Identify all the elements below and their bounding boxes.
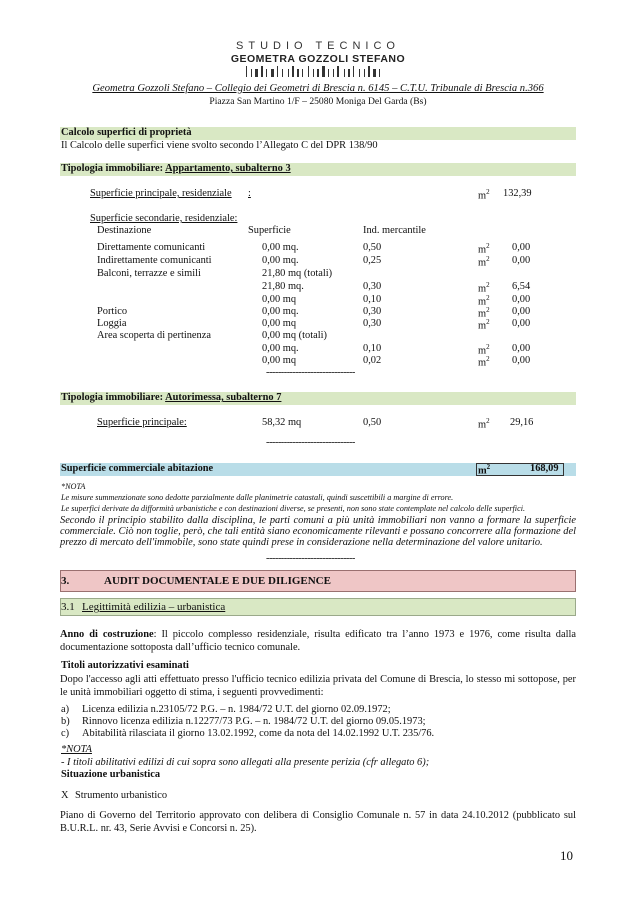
row-ind-mercantile: 0,30 <box>363 318 382 329</box>
sup-secondarie-label: Superficie secondarie, residenziale: <box>90 213 238 224</box>
strumento-label: Strumento urbanistico <box>75 790 168 801</box>
unit-sup: 2 <box>486 463 491 471</box>
tipologia2-heading <box>61 392 281 403</box>
studio-name: GEOMETRA GOZZOLI STEFANO <box>230 53 406 65</box>
commerciale-value: 168,09 <box>530 463 559 474</box>
list-marker: c) <box>61 728 70 739</box>
list-item: Abitabilità rilasciata il giorno 13.02.1992, come da nota del 14.02.1992 U.T. 235/76. <box>82 728 435 739</box>
unit-sup: 2 <box>486 355 490 363</box>
unit-m: m <box>478 257 487 269</box>
titoli-heading: Titoli autorizzativi esaminati <box>61 660 189 671</box>
anno-label: Anno di costruzione <box>60 629 154 640</box>
unit-m: m <box>478 419 487 431</box>
nota2-text: - I titoli abilitativi edilizi di cui sopra sono allegati alla presente perizia (cfr allegato 6); <box>61 757 430 768</box>
unit-sup: 2 <box>486 242 490 250</box>
list-item: Licenza edilizia n.23105/72 P.G. – n. 1984/72 U.T. del giorno 02.09.1972; <box>82 704 391 715</box>
row-ind-mercantile: 0,10 <box>363 343 382 354</box>
unit-m: m <box>478 357 487 369</box>
list-marker: a) <box>61 704 70 715</box>
autorimessa-label: Superficie principale: <box>97 417 187 428</box>
anno-costruzione-paragraph <box>60 628 576 654</box>
strumento-marker: X <box>61 790 69 801</box>
autorimessa-ind: 0,50 <box>363 417 382 428</box>
unit-m: m <box>478 190 487 202</box>
row-value: 0,00 <box>512 294 531 305</box>
unit-sup: 2 <box>486 294 490 302</box>
row-superficie: 0,00 mq (totali) <box>262 330 327 341</box>
row-destinazione: Loggia <box>97 318 127 329</box>
row-ind-mercantile: 0,02 <box>363 355 382 366</box>
row-value: 0,00 <box>512 343 531 354</box>
row-destinazione: Portico <box>97 306 128 317</box>
row-value: 6,54 <box>512 281 531 292</box>
unit-sup: 2 <box>486 306 490 314</box>
row-superficie: 0,00 mq <box>262 294 297 305</box>
row-superficie: 0,00 mq. <box>262 306 299 317</box>
nota1-line3: Secondo il principio stabilito dalla disciplina, le parti comuni a più unità immobiliari non vanno a formare la superficie commerciale. Ciò non toglie, però, che tali entità siano economicamente rilevanti e possano concorrere alla formazione del prezzo di mercato dell'immobile, sono state quindi prese in considerazione nella determinazione del valore unitario. <box>60 515 576 548</box>
row-ind-mercantile: 0,30 <box>363 306 382 317</box>
row-destinazione: Area scoperta di pertinenza <box>97 330 211 341</box>
unit-m: m <box>478 308 487 320</box>
page-number: 10 <box>560 848 573 863</box>
header-address: Piazza San Martino 1/F – 25080 Moniga Del Garda (Bs) <box>209 96 427 107</box>
sup-principale-value: 132,39 <box>503 188 532 199</box>
row-superficie: 0,00 mq <box>262 355 297 366</box>
dashes-1: ------------------------------ <box>266 367 355 378</box>
unit-m: m <box>478 283 487 295</box>
row-destinazione: Direttamente comunicanti <box>97 242 206 253</box>
row-unit <box>478 318 490 331</box>
autorimessa-unit <box>478 417 490 430</box>
unit-m: m <box>478 345 487 357</box>
unit-sup: 2 <box>486 318 490 326</box>
row-ind-mercantile: 0,30 <box>363 281 382 292</box>
row-superficie: 0,00 mq <box>262 318 297 329</box>
unit-m: m <box>478 320 487 332</box>
row-unit <box>478 242 490 255</box>
unit-sup: 2 <box>486 255 490 263</box>
section31-number: 3.1 <box>61 601 75 613</box>
row-value: 0,00 <box>512 318 531 329</box>
row-superficie: 0,00 mq. <box>262 343 299 354</box>
dashes-2: ------------------------------ <box>266 437 355 448</box>
situazione-heading: Situazione urbanistica <box>61 769 161 780</box>
row-value: 0,00 <box>512 306 531 317</box>
row-ind-mercantile: 0,10 <box>363 294 382 305</box>
unit-m: m <box>478 465 487 477</box>
piano-text: Piano di Governo del Territorio approvato con delibera di Consiglio Comunale n. 57 in data 24.10.2012 (pubblicato sul B.U.R.L. nr. 43, Serie Avvisi e Concorsi n. 25). <box>60 810 576 834</box>
section3-title: AUDIT DOCUMENTALE E DUE DILIGENCE <box>104 575 331 587</box>
row-value: 0,00 <box>512 242 531 253</box>
calcolo-title: Calcolo superfici di proprietà <box>61 127 192 138</box>
row-destinazione: Balconi, terrazze e simili <box>97 268 201 279</box>
commerciale-label: Superficie commerciale abitazione <box>61 463 214 474</box>
row-superficie: 0,00 mq. <box>262 242 299 253</box>
commerciale-unit <box>478 463 490 476</box>
row-unit <box>478 255 490 268</box>
col-ind-mercantile: Ind. mercantile <box>363 225 426 236</box>
dashes-3: ------------------------------ <box>266 553 355 564</box>
anno-text: : Il piccolo complesso residenziale, risulta edificato tra l’anno 1973 e 1976, come risulta dalla documentazione sottoposta dall’ufficio tecnico comunale. <box>60 629 576 653</box>
row-ind-mercantile: 0,50 <box>363 242 382 253</box>
unit-sup: 2 <box>486 417 490 425</box>
col-destinazione: Destinazione <box>97 225 152 236</box>
nota2-title: *NOTA <box>61 744 92 755</box>
row-ind-mercantile: 0,25 <box>363 255 382 266</box>
col-superficie: Superficie <box>248 225 291 236</box>
unit-sup: 2 <box>486 343 490 351</box>
section3-number: 3. <box>61 575 70 587</box>
tipologia1-label: Tipologia immobiliare: <box>61 163 166 174</box>
titoli-text: Dopo l'accesso agli atti effettuato presso l'ufficio tecnico edilizia privata del Comune di Brescia, lo stesso mi sottopose, per le unità immobiliari oggetto di stima, i seguenti provvedimenti: <box>60 674 576 698</box>
list-item: Rinnovo licenza edilizia n.12277/73 P.G. – n. 1984/72 U.T. del giorno 09.05.1973; <box>82 716 426 727</box>
row-value: 0,00 <box>512 255 531 266</box>
tipologia2-label: Tipologia immobiliare: <box>61 392 166 403</box>
row-superficie: 0,00 mq. <box>262 255 299 266</box>
sup-principale-colon: : <box>248 188 251 199</box>
tipologia1-value: Appartamento, subalterno 3 <box>165 163 291 174</box>
list-marker: b) <box>61 716 70 727</box>
row-unit <box>478 281 490 294</box>
row-value: 0,00 <box>512 355 531 366</box>
sup-principale-unit <box>478 188 490 201</box>
nota1-line2: Le superfici derivate da difformità urbanistiche e con destinazioni diverse, se presenti, non sono state contemplate nel calcolo delle superfici. <box>61 504 526 513</box>
row-unit <box>478 355 490 368</box>
unit-m: m <box>478 244 487 256</box>
header-credentials: Geometra Gozzoli Stefano – Collegio dei Geometri di Brescia n. 6145 – C.T.U. Tribunale di Brescia n.366 <box>92 83 544 94</box>
unit-sup: 2 <box>486 188 490 196</box>
row-destinazione: Indirettamente comunicanti <box>97 255 212 266</box>
tipologia2-value: Autorimessa, subalterno 7 <box>165 392 282 403</box>
tipologia1-heading <box>61 163 291 174</box>
nota1-line1: Le misure summenzionate sono dedotte parzialmente dalle planimetrie catastali, quindi suscettibili a margine di errore. <box>61 493 454 502</box>
nota1-title: *NOTA <box>61 482 86 491</box>
row-superficie: 21,80 mq (totali) <box>262 268 333 279</box>
calcolo-subtitle: Il Calcolo delle superfici viene svolto secondo l’Allegato C del DPR 138/90 <box>61 140 378 151</box>
row-superficie: 21,80 mq. <box>262 281 304 292</box>
autorimessa-sup: 58,32 mq <box>262 417 302 428</box>
sup-principale-label: Superficie principale, residenziale <box>90 188 232 199</box>
section31-title: Legittimità edilizia – urbanistica <box>82 601 226 613</box>
unit-sup: 2 <box>486 281 490 289</box>
unit-m: m <box>478 296 487 308</box>
autorimessa-value: 29,16 <box>510 417 534 428</box>
studio-title: STUDIO TECNICO <box>236 40 400 52</box>
logo-barcode <box>246 66 390 77</box>
